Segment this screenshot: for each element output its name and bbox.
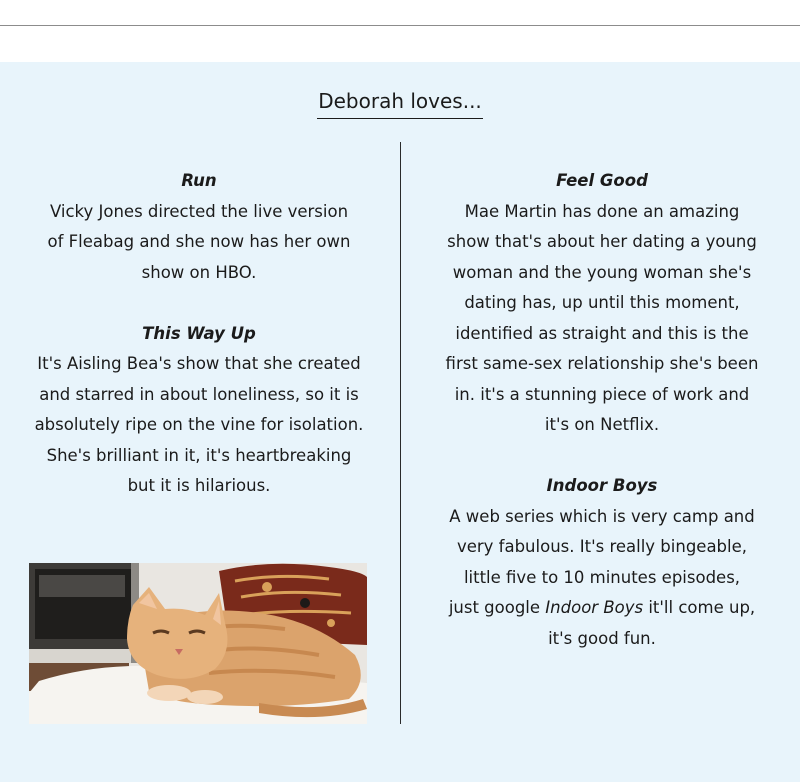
top-bar [0, 0, 800, 26]
show-desc-line: it's on Netflix. [544, 415, 660, 434]
show-desc-line: little five to 10 minutes episodes, [463, 567, 741, 587]
show-title-this-way-up: This Way Up [142, 323, 256, 343]
show-desc-line: Mae Martin has done an amazing [464, 201, 740, 221]
column-divider [400, 142, 401, 724]
right-column [416, 166, 788, 654]
show-desc-line: very fabulous. It's really bingeable, [456, 537, 748, 556]
show-desc-line: dating has, up until this moment, [464, 293, 740, 312]
show-title-run: Run [181, 171, 217, 190]
show-desc-line: but it is hilarious. [127, 476, 271, 495]
show-desc-line: It's Aisling Bea's show that she created [37, 354, 361, 373]
show-desc-line: show that's about her dating a young [447, 232, 757, 251]
desc-fragment: it'll come up, [648, 598, 756, 617]
show-desc-line: Vicky Jones directed the live version [49, 201, 349, 221]
show-desc-line: woman and the young woman she's [452, 262, 752, 282]
inline-italic-title: Indoor Boys [545, 598, 644, 617]
show-desc-line: and starred in about loneliness, so it is [39, 384, 359, 404]
show-desc-line: in. it's a stunning piece of work and [454, 384, 750, 404]
show-desc-line: absolutely ripe on the vine for isolation. [34, 415, 364, 434]
show-desc-line: identified as straight and this is the [455, 323, 749, 343]
desc-fragment: just google [448, 598, 541, 617]
show-desc-line: it's good fun. [548, 628, 656, 648]
show-desc-line: She's brilliant in it, it's heartbreaking [46, 445, 352, 465]
show-desc-line-mixed [416, 593, 788, 624]
show-desc-line: first same-sex relationship she's been [445, 354, 759, 373]
show-desc-line: A web series which is very camp and [449, 506, 755, 526]
cat-photo [29, 563, 367, 724]
left-column [14, 166, 384, 502]
heading-text: Deborah loves... [317, 86, 483, 119]
show-desc-line: of Fleabag and she now has her own [47, 232, 351, 251]
show-title-feel-good: Feel Good [556, 171, 648, 190]
show-desc-line: show on HBO. [141, 262, 257, 282]
show-title-indoor-boys: Indoor Boys [546, 476, 658, 495]
section-heading [0, 86, 800, 119]
